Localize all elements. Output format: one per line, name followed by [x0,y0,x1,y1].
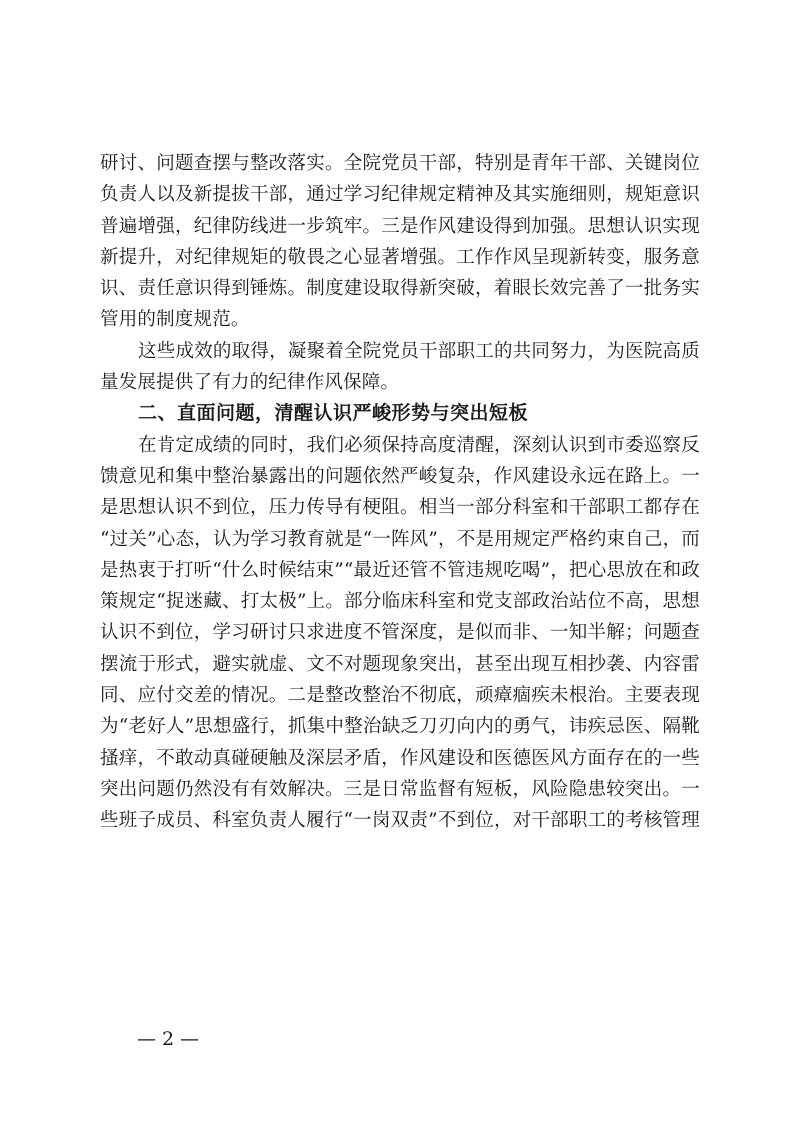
text-line: 这些成效的取得，凝聚着全院党员干部职工的共同努力，为医院高质 [138,340,700,362]
text-line: 为“老好人”思想盛行，抓集中整治缺乏刀刃向内的勇气，讳疾忌医、隔靴 [100,716,700,738]
text-line: 认识不到位，学习研讨只求进度不管深度，是似而非、一知半解；问题查 [100,622,700,644]
page-number: — 2 — [137,1028,200,1050]
text-line: 在肯定成绩的同时，我们必须保持高度清醒，深刻认识到市委巡察反 [138,434,700,456]
body-text [100,148,700,837]
text-line: 是热衷于打听“什么时候结束”“最近还管不管违规吃喝”，把心思放在和政 [100,559,700,581]
text-line: 量发展提供了有力的纪律作风保障。 [100,372,400,394]
paragraph-3 [100,430,700,837]
text-line: 馈意见和集中整治暴露出的问题依然严峻复杂，作风建设永远在路上。一 [100,465,700,487]
text-line: 策规定“捉迷藏、打太极”上。部分临床科室和党支部政治站位不高，思想 [100,591,700,613]
text-line: 识、责任意识得到锤炼。制度建设取得新突破，着眼长效完善了一批务实 [100,278,700,300]
text-line: 些班子成员、科室负责人履行“一岗双责”不到位，对干部职工的考核管理 [100,810,700,832]
text-line: 摆流于形式，避实就虚、文不对题现象突出，甚至出现互相抄袭、内容雷 [100,653,700,675]
paragraph-1 [100,148,700,336]
text-line: 是思想认识不到位，压力传导有梗阻。相当一部分科室和干部职工都存在 [100,497,700,519]
text-line: 搔痒，不敢动真碰硬触及深层矛盾，作风建设和医德医风方面存在的一些 [100,747,700,769]
text-line: “过关”心态，认为学习教育就是“一阵风”，不是用规定严格约束自己，而 [100,528,700,550]
text-line: 研讨、问题查摆与整改落实。全院党员干部，特别是青年干部、关键岗位 [100,153,700,174]
text-line: 突出问题仍然没有有效解决。三是日常监督有短板，风险隐患较突出。一 [100,778,700,800]
text-line: 负责人以及新提拔干部，通过学习纪律规定精神及其实施细则，规矩意识 [100,184,700,206]
text-line: 管用的制度规范。 [100,309,250,331]
text-line: 同、应付交差的情况。二是整改整治不彻底，顽瘴痼疾未根治。主要表现 [100,685,700,707]
paragraph-2 [100,336,700,399]
text-line: 普遍增强，纪律防线进一步筑牢。三是作风建设得到加强。思想认识实现 [100,215,700,237]
text-line: 新提升，对纪律规矩的敬畏之心显著增强。工作作风呈现新转变，服务意 [100,246,700,268]
section-heading: 二、直面问题，清醒认识严峻形势与突出短板 [138,402,529,425]
